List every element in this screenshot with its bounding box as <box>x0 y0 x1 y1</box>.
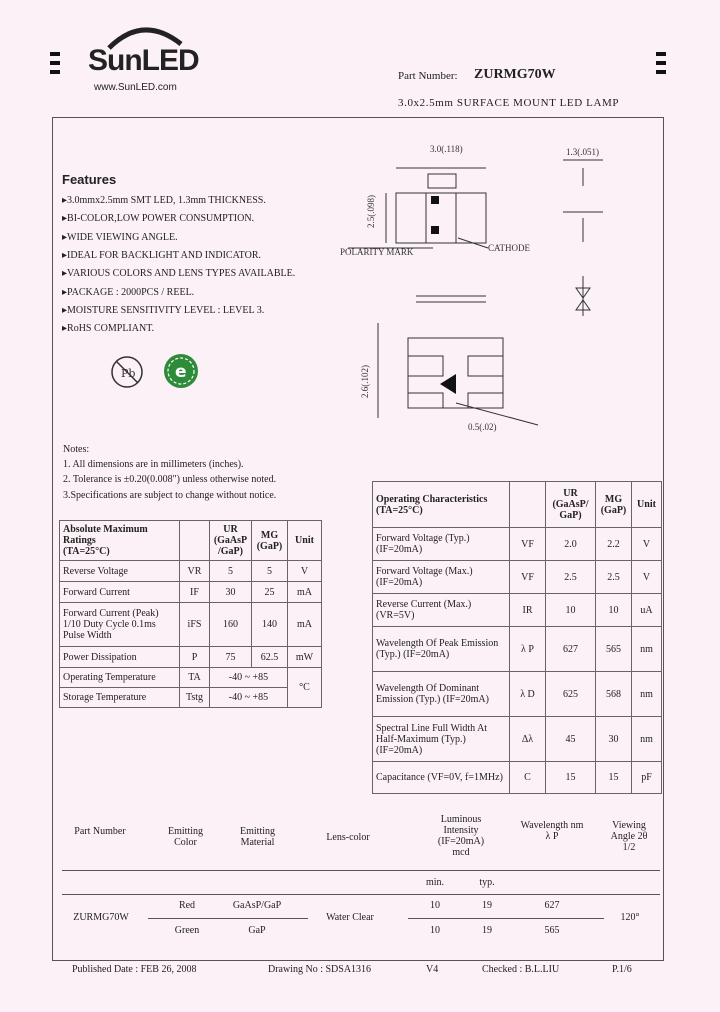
op-param: Forward Voltage (Typ.) (IF=20mA) <box>373 528 510 561</box>
feature-item: ▸RoHS COMPLIANT. <box>62 323 155 334</box>
hdr-min: min. <box>425 877 445 888</box>
notes-title: Notes: <box>63 444 90 455</box>
op-unit: nm <box>632 717 662 762</box>
hdr-emitting-material: Emitting Material <box>240 826 275 848</box>
feature-item: ▸MOISTURE SENSITIVITY LEVEL : LEVEL 3. <box>62 305 265 316</box>
checked-by: Checked : B.L.LIU <box>482 964 560 975</box>
feature-item: ▸3.0mmx2.5mm SMT LED, 1.3mm THICKNESS. <box>62 195 266 206</box>
hdr-emitting-color: Emitting Color <box>168 826 203 848</box>
abs-sym: iFS <box>180 603 210 647</box>
col-ur: UR (GaAsP/ GaP) <box>546 482 596 528</box>
op-mg: 30 <box>596 717 632 762</box>
op-ur: 45 <box>546 717 596 762</box>
abs-mg: 62.5 <box>252 647 288 668</box>
logo-url: www.SunLED.com <box>94 82 177 93</box>
abs-unit: mA <box>288 603 322 647</box>
col-mg: MG (GaP) <box>252 521 288 561</box>
op-mg: 565 <box>596 627 632 672</box>
op-sym: VF <box>510 528 546 561</box>
op-ur: 625 <box>546 672 596 717</box>
op-unit: pF <box>632 762 662 794</box>
abs-ur: 5 <box>210 561 252 582</box>
part-number-label: Part Number: <box>398 70 458 82</box>
page-number: P.1/6 <box>612 964 632 975</box>
abs-mg: 5 <box>252 561 288 582</box>
bottom-material: GaAsP/GaP <box>232 900 282 911</box>
feature-item: ▸IDEAL FOR BACKLIGHT AND INDICATOR. <box>62 250 262 261</box>
dim-label: 3.0(.118) <box>430 144 463 154</box>
abs-ur: 160 <box>210 603 252 647</box>
rohs-icon <box>162 352 200 390</box>
version: V4 <box>426 964 439 975</box>
abs-ur: 30 <box>210 582 252 603</box>
corner-mark <box>656 70 666 74</box>
op-unit: uA <box>632 594 662 627</box>
bottom-min: 10 <box>430 925 440 936</box>
abs-unit: V <box>288 561 322 582</box>
col-unit: Unit <box>632 482 662 528</box>
dim-label: 0.5(.02) <box>468 422 497 432</box>
abs-title-cell: Absolute Maximum Ratings (TA=25°C) <box>60 521 180 561</box>
bottom-material: GaP <box>248 925 266 936</box>
abs-range: -40 ~ +85 <box>210 688 288 708</box>
abs-unit: mW <box>288 647 322 668</box>
op-sym: IR <box>510 594 546 627</box>
abs-sym: TA <box>180 668 210 688</box>
op-mg: 568 <box>596 672 632 717</box>
corner-mark <box>50 61 60 65</box>
op-mg: 2.5 <box>596 561 632 594</box>
feature-item: ▸WIDE VIEWING ANGLE. <box>62 232 178 243</box>
absolute-max-table <box>59 520 322 708</box>
abs-param: Forward Current <box>60 582 180 603</box>
rohs-e-text: e <box>175 362 187 382</box>
bottom-color: Green <box>174 925 200 936</box>
part-number: ZURMG70W <box>474 67 556 82</box>
features-title: Features <box>62 172 117 187</box>
op-ur: 10 <box>546 594 596 627</box>
abs-mg: 25 <box>252 582 288 603</box>
polarity-label: POLARITY MARK <box>340 247 414 257</box>
op-param: Wavelength Of Peak Emission (Typ.) (IF=20mA) <box>373 627 510 672</box>
op-ur: 2.0 <box>546 528 596 561</box>
operating-characteristics-table <box>372 481 662 794</box>
op-unit: nm <box>632 672 662 717</box>
hdr-viewing-angle: Viewing Angle 2θ 1/2 <box>610 820 648 853</box>
hdr-luminous: Luminous Intensity (IF=20mA) mcd <box>437 814 485 858</box>
note-item: 1. All dimensions are in millimeters (inches). <box>63 459 244 470</box>
published-date: Published Date : FEB 26, 2008 <box>72 964 197 975</box>
op-sym: Δλ <box>510 717 546 762</box>
note-item: 3.Specifications are subject to change without notice. <box>63 490 277 501</box>
hdr-lens-color: Lens-color <box>326 832 370 843</box>
corner-mark <box>50 70 60 74</box>
hdr-wavelength: Wavelength nm λ P <box>520 820 584 842</box>
op-ur: 2.5 <box>546 561 596 594</box>
op-param: Wavelength Of Dominant Emission (Typ.) (IF=20mA) <box>373 672 510 717</box>
op-mg: 10 <box>596 594 632 627</box>
product-description: 3.0x2.5mm SURFACE MOUNT LED LAMP <box>398 97 620 109</box>
abs-param: Operating Temperature <box>60 668 180 688</box>
op-mg: 15 <box>596 762 632 794</box>
table-rule <box>408 918 604 919</box>
abs-sym: VR <box>180 561 210 582</box>
bottom-typ: 19 <box>482 925 492 936</box>
dim-label: 2.5(.098) <box>366 195 376 228</box>
abs-param: Storage Temperature <box>60 688 180 708</box>
col-unit: Unit <box>288 521 322 561</box>
dim-label: 1.3(.051) <box>566 147 599 157</box>
op-ur: 627 <box>546 627 596 672</box>
abs-mg: 140 <box>252 603 288 647</box>
corner-mark <box>656 61 666 65</box>
abs-param: Reverse Voltage <box>60 561 180 582</box>
bottom-wavelength: 627 <box>544 900 560 911</box>
bottom-min: 10 <box>430 900 440 911</box>
corner-mark <box>50 52 60 56</box>
abs-unit: mA <box>288 582 322 603</box>
bottom-typ: 19 <box>482 900 492 911</box>
abs-sym: Tstg <box>180 688 210 708</box>
op-param: Reverse Current (Max.) (VR=5V) <box>373 594 510 627</box>
note-item: 2. Tolerance is ±0.20(0.008") unless otherwise noted. <box>63 474 277 485</box>
abs-sym: IF <box>180 582 210 603</box>
abs-sym: P <box>180 647 210 668</box>
op-unit: V <box>632 528 662 561</box>
feature-item: ▸PACKAGE : 2000PCS / REEL. <box>62 287 195 298</box>
col-ur: UR (GaAsP /GaP) <box>210 521 252 561</box>
op-sym: λ P <box>510 627 546 672</box>
op-param: Capacitance (VF=0V, f=1MHz) <box>373 762 510 794</box>
col-mg: MG (GaP) <box>596 482 632 528</box>
abs-unit: °C <box>288 668 322 708</box>
package-top-view-drawing <box>338 138 650 438</box>
logo: SunLED <box>88 44 199 77</box>
abs-param: Power Dissipation <box>60 647 180 668</box>
table-rule <box>148 918 308 919</box>
hdr-typ: typ. <box>479 877 495 888</box>
op-sym: VF <box>510 561 546 594</box>
op-title-cell: Operating Characteristics (TA=25°C) <box>373 482 510 528</box>
op-ur: 15 <box>546 762 596 794</box>
abs-ur: 75 <box>210 647 252 668</box>
op-sym: C <box>510 762 546 794</box>
pb-text: Pb <box>121 367 136 380</box>
table-rule <box>62 870 660 871</box>
table-rule <box>62 894 660 895</box>
abs-param: Forward Current (Peak) 1/10 Duty Cycle 0.1ms Pulse Width <box>60 603 180 647</box>
feature-item: ▸VARIOUS COLORS AND LENS TYPES AVAILABLE. <box>62 268 296 279</box>
bottom-color: Red <box>178 900 196 911</box>
pb-free-icon <box>110 355 144 389</box>
bottom-viewing-angle: 120° <box>620 912 640 923</box>
dim-label: 2.6(.102) <box>360 365 370 398</box>
bottom-wavelength: 565 <box>544 925 560 936</box>
hdr-part-number: Part Number <box>74 826 126 837</box>
op-sym: λ D <box>510 672 546 717</box>
op-unit: nm <box>632 627 662 672</box>
op-mg: 2.2 <box>596 528 632 561</box>
bottom-part-number: ZURMG70W <box>73 912 129 923</box>
corner-mark <box>656 52 666 56</box>
op-unit: V <box>632 561 662 594</box>
op-param: Spectral Line Full Width At Half-Maximum (Typ.) (IF=20mA) <box>373 717 510 762</box>
op-param: Forward Voltage (Max.) (IF=20mA) <box>373 561 510 594</box>
abs-range: -40 ~ +85 <box>210 668 288 688</box>
feature-item: ▸BI-COLOR,LOW POWER CONSUMPTION. <box>62 213 255 224</box>
drawing-number: Drawing No : SDSA1316 <box>268 964 372 975</box>
bottom-lens: Water Clear <box>326 912 374 923</box>
cathode-label: CATHODE <box>488 243 530 253</box>
